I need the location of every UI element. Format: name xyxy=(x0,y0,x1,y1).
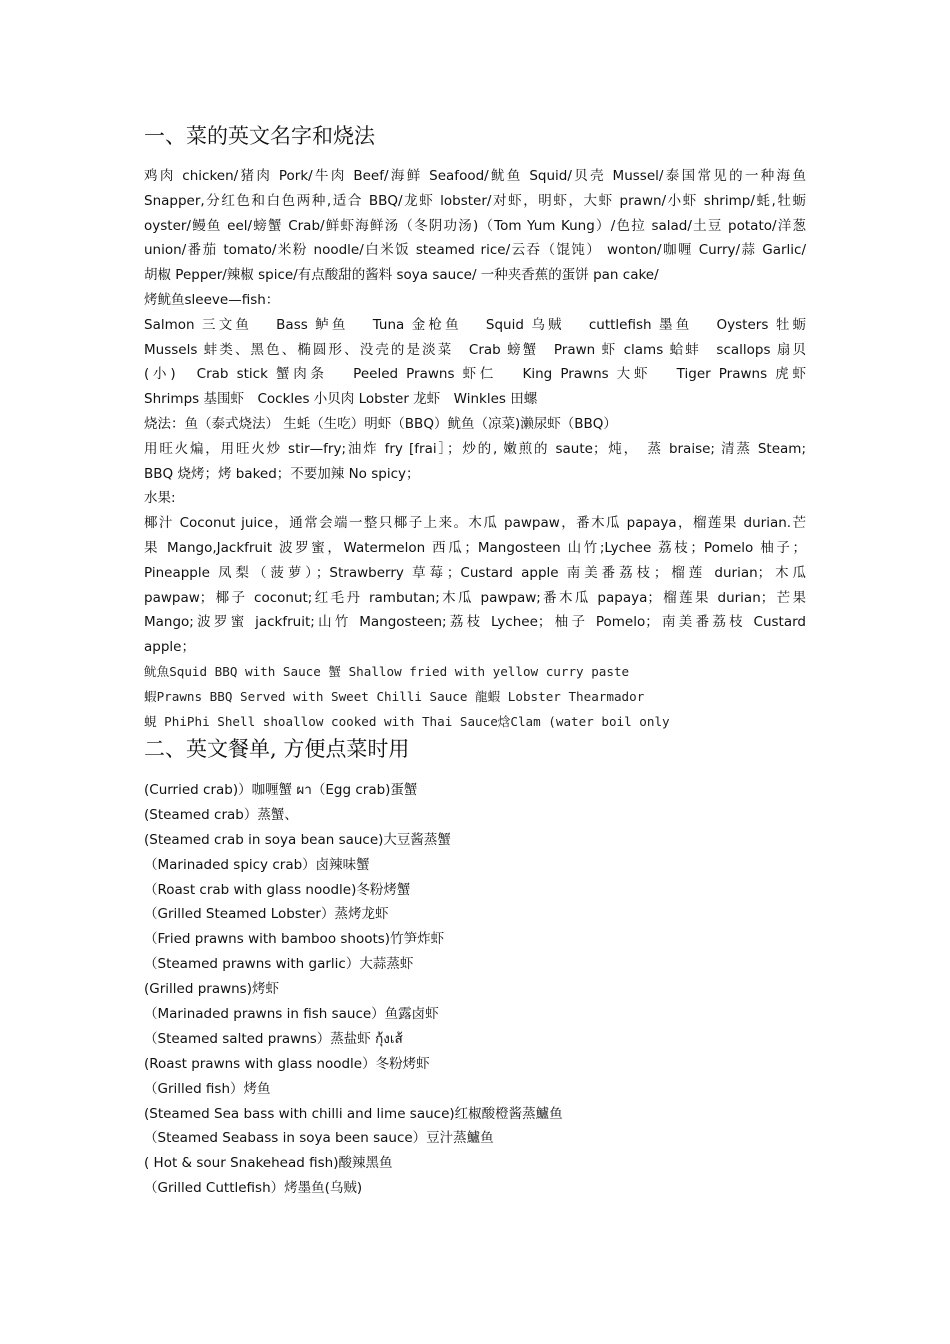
dish-line: 蜆 PhiPhi Shell shoallow cooked with Thai Sauce焓Clam (water boil only xyxy=(144,713,670,729)
paragraph-line: Mussels 蚌类、黑色、椭圆形、没壳的是淡菜 Crab 螃蟹 Prawn 虾 clams 蛤蚌 scallops 扇贝 xyxy=(144,341,806,358)
paragraph-line: Shrimps 基围虾 Cockles 小贝肉 Lobster 龙虾 Winkles 田螺 xyxy=(144,391,538,408)
section-1-body xyxy=(144,164,806,734)
paragraph-line: 水果: xyxy=(144,490,176,507)
section-2-heading: 二、英文餐单, 方便点菜时用 xyxy=(144,737,410,761)
dish-line: 蝦Prawns BBQ Served with Sweet Chilli Sauce 龍蝦 Lobster Thearmador xyxy=(144,688,645,704)
menu-item: （Grilled Steamed Lobster）蒸烤龙虾 xyxy=(144,906,389,923)
menu-item: （Steamed salted prawns）蒸盐虾 กุ้งเส้ xyxy=(144,1030,403,1047)
paragraph-line: 胡椒 Pepper/辣椒 spice/有点酸甜的酱料 soya sauce/ 一种夹香蕉的蛋饼 pan cake/ xyxy=(144,267,659,284)
paragraph-line: 椰汁 Coconut juice，通常会端一整只椰子上来。木瓜 pawpaw，番木瓜 papaya，榴莲果 durian.芒 xyxy=(144,515,806,532)
menu-list xyxy=(144,778,806,1201)
paragraph-line: apple； xyxy=(144,639,195,656)
paragraph-line: oyster/鳗鱼 eel/螃蟹 Crab/鲜虾海鲜汤（冬阴功汤)（Tom Yum Kung）/色拉 salad/土豆 potato/洋葱 xyxy=(144,217,806,234)
menu-item: （Fried prawns with bamboo shoots)竹笋炸虾 xyxy=(144,931,445,948)
menu-item: （Marinaded spicy crab）卤辣味蟹 xyxy=(144,856,370,873)
paragraph-line: BBQ 烧烤；烤 baked；不要加辣 No spicy； xyxy=(144,465,420,482)
dish-line: 鱿魚Squid BBQ with Sauce 蟹 Shallow fried with yellow curry paste xyxy=(144,663,630,679)
menu-item: （Steamed Seabass in soya been sauce）豆汁蒸鱸鱼 xyxy=(144,1130,494,1147)
menu-item: ( Hot & sour Snakehead fish)酸辣黑鱼 xyxy=(144,1155,393,1172)
menu-item: (Curried crab)）咖喱蟹 ผา（Egg crab)蛋蟹 xyxy=(144,782,418,798)
menu-item: （Marinaded prawns in fish sauce）鱼露卤虾 xyxy=(144,1006,439,1023)
menu-item: (Steamed Sea bass with chilli and lime sauce)红椒酸橙酱蒸鱸鱼 xyxy=(144,1105,563,1122)
menu-item: (Grilled prawns)烤虾 xyxy=(144,981,279,998)
menu-item: （Steamed prawns with garlic）大蒜蒸虾 xyxy=(144,956,414,973)
section-1-heading: 一、菜的英文名字和烧法 xyxy=(144,124,375,148)
menu-item: (Steamed crab）蒸蟹、 xyxy=(144,806,298,823)
paragraph-line: (小) Crab stick 蟹肉条 Peeled Prawns 虾仁 King Prawns 大虾 Tiger Prawns 虎虾 xyxy=(144,366,806,383)
menu-item: （Grilled fish）烤鱼 xyxy=(144,1080,271,1097)
paragraph-line: union/番茄 tomato/米粉 noodle/白米饭 steamed rice/云吞（馄饨） wonton/咖喱 Curry/蒜 Garlic/ xyxy=(144,242,806,259)
menu-item: (Roast prawns with glass noodle）冬粉烤虾 xyxy=(144,1055,430,1072)
paragraph-line: 烤鱿鱼sleeve—fish： xyxy=(144,291,280,308)
paragraph-line: Pineapple 凤梨（菠萝）；Strawberry 草莓；Custard apple 南美番荔枝；榴莲 durian；木瓜 xyxy=(144,564,806,581)
paragraph-line: 烧法：鱼（泰式烧法） 生蚝（生吃）明虾（BBQ）鱿鱼（凉菜)濑尿虾（BBQ） xyxy=(144,415,617,432)
paragraph-line: 用旺火煸，用旺火炒 stir—fry;油炸 fry [frai］；炒的, 嫩煎的 saute；炖， 蒸 braise; 清蒸 Steam; xyxy=(144,440,806,457)
paragraph-line: 鸡肉 chicken/猪肉 Pork/牛肉 Beef/海鲜 Seafood/鱿鱼 Squid/贝壳 Mussel/泰国常见的一种海鱼 xyxy=(144,168,806,184)
paragraph-line: Salmon 三文鱼 Bass 鲈鱼 Tuna 金枪鱼 Squid 乌贼 cuttlefish 墨鱼 Oysters 牡蛎 xyxy=(144,316,806,333)
paragraph-line: 果 Mango,Jackfruit 波罗蜜，Watermelon 西瓜；Mangosteen 山竹;Lychee 荔枝；Pomelo 柚子； xyxy=(144,539,806,556)
menu-item: （Grilled Cuttlefish）烤墨鱼(乌贼) xyxy=(144,1180,363,1197)
menu-item: (Steamed crab in soya bean sauce)大豆酱蒸蟹 xyxy=(144,831,451,848)
menu-item: （Roast crab with glass noodle)冬粉烤蟹 xyxy=(144,881,411,898)
paragraph-line: Snapper,分红色和白色两种,适合 BBQ/龙虾 lobster/对虾，明虾，大虾 prawn/小虾 shrimp/蚝,牡蛎 xyxy=(144,192,806,209)
paragraph-line: Mango;波罗蜜 jackfruit;山竹 Mangosteen;荔枝 Lychee；柚子 Pomelo；南美番荔枝 Custard xyxy=(144,614,806,631)
paragraph-line: pawpaw；椰子 coconut;红毛丹 rambutan;木瓜 pawpaw;番木瓜 papaya；榴莲果 durian；芒果 xyxy=(144,589,806,606)
